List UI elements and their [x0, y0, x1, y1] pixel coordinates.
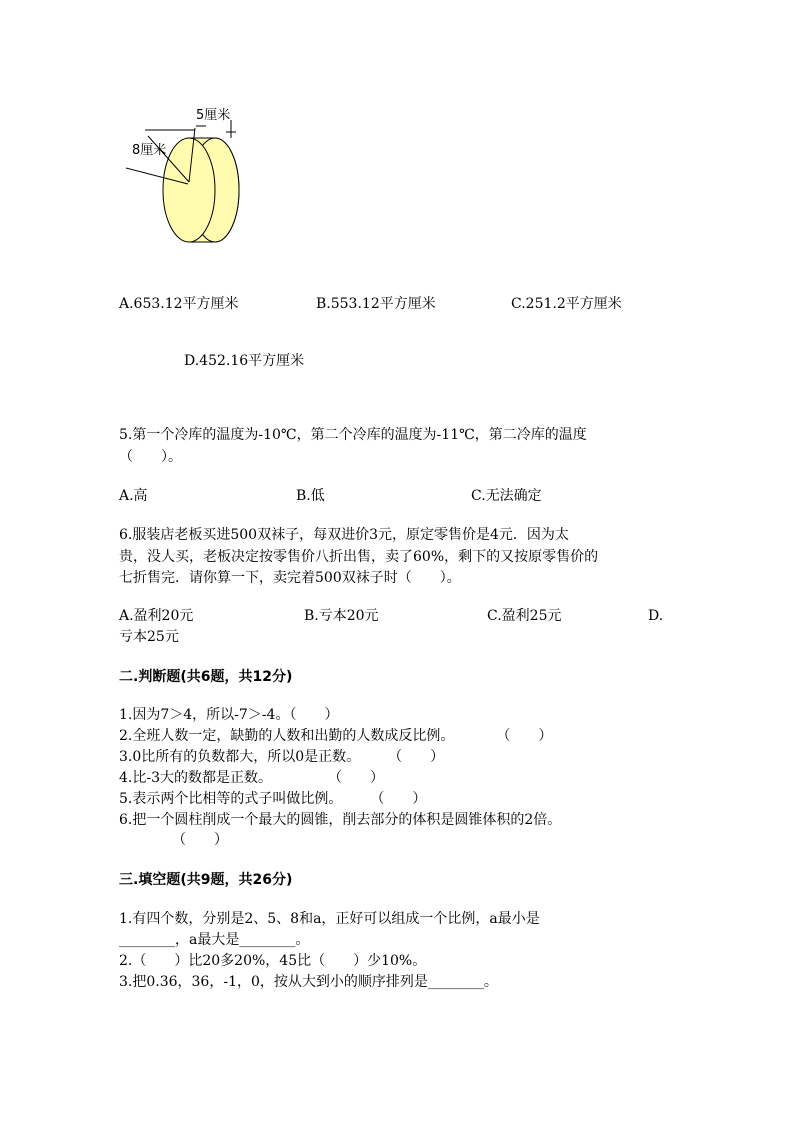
q5-option-b[interactable]: B.低 — [296, 488, 325, 504]
judge-item-4: 4.比-3大的数都是正数。 （ ） — [119, 770, 384, 786]
section2-title: 二.判断题(共6题，共12分) — [119, 669, 293, 685]
judge-item-3: 3.0比所有的负数都大，所以0是正数。 （ ） — [119, 749, 445, 765]
q6-option-b[interactable]: B.亏本20元 — [304, 608, 379, 624]
judge-item-5: 5.表示两个比相等的式子叫做比例。 （ ） — [119, 791, 427, 807]
q4-option-c[interactable]: C.251.2平方厘米 — [511, 296, 622, 312]
judge-item-2: 2.全班人数一定，缺勤的人数和出勤的人数成反比例。 （ ） — [119, 728, 553, 744]
q5-option-a[interactable]: A.高 — [119, 488, 148, 504]
label-radius: 8厘米 — [132, 143, 167, 158]
fill-q3: 3.把0.36，36，-1，0，按从大到小的顺序排列是________。 — [119, 974, 498, 990]
q4-option-a[interactable]: A.653.12平方厘米 — [119, 296, 239, 312]
q5-text-line1: 5.第一个冷库的温度为-10℃，第二个冷库的温度为-11℃，第二冷库的温度 — [119, 427, 587, 443]
q5-option-c[interactable]: C.无法确定 — [471, 488, 542, 504]
judge-item-6-cont[interactable]: （ ） — [172, 832, 228, 848]
fill-q1-line2: ________，a最大是________。 — [119, 932, 310, 948]
cylinder-front-face — [163, 138, 215, 242]
q6-text-line2: 贵，没人买，老板决定按零售价八折出售，卖了60%，剩下的又按原零售价的 — [119, 549, 599, 565]
label-width: 5厘米 — [196, 108, 231, 123]
q4-option-d[interactable]: D.452.16平方厘米 — [184, 353, 305, 369]
q6-text-line1: 6.服装店老板买进500双袜子，每双进价3元，原定零售价是4元．因为太 — [119, 527, 569, 543]
q6-option-d[interactable]: D. — [648, 608, 664, 624]
cylinder-figure — [110, 100, 260, 250]
judge-item-6: 6.把一个圆柱削成一个最大的圆锥，削去部分的体积是圆锥体积的2倍。 — [119, 812, 562, 828]
q4-option-b[interactable]: B.553.12平方厘米 — [316, 296, 436, 312]
fill-q1-line1: 1.有四个数，分别是2、5、8和a，正好可以组成一个比例，a最小是 — [119, 911, 540, 927]
q6-option-c[interactable]: C.盈利25元 — [487, 608, 562, 624]
q5-text-line2: （ ）。 — [119, 449, 182, 465]
fill-q2: 2.（ ）比20多20%，45比（ ）少10%。 — [119, 953, 427, 969]
section3-title: 三.填空题(共9题，共26分) — [119, 872, 293, 888]
judge-item-1: 1.因为7＞4，所以-7＞-4。（ ） — [119, 707, 339, 723]
q6-text-line3: 七折售完．请你算一下，卖完着500双袜子时（ ）。 — [119, 570, 461, 586]
q6-option-d-cont[interactable]: 亏本25元 — [119, 629, 179, 645]
q6-option-a[interactable]: A.盈利20元 — [119, 608, 194, 624]
